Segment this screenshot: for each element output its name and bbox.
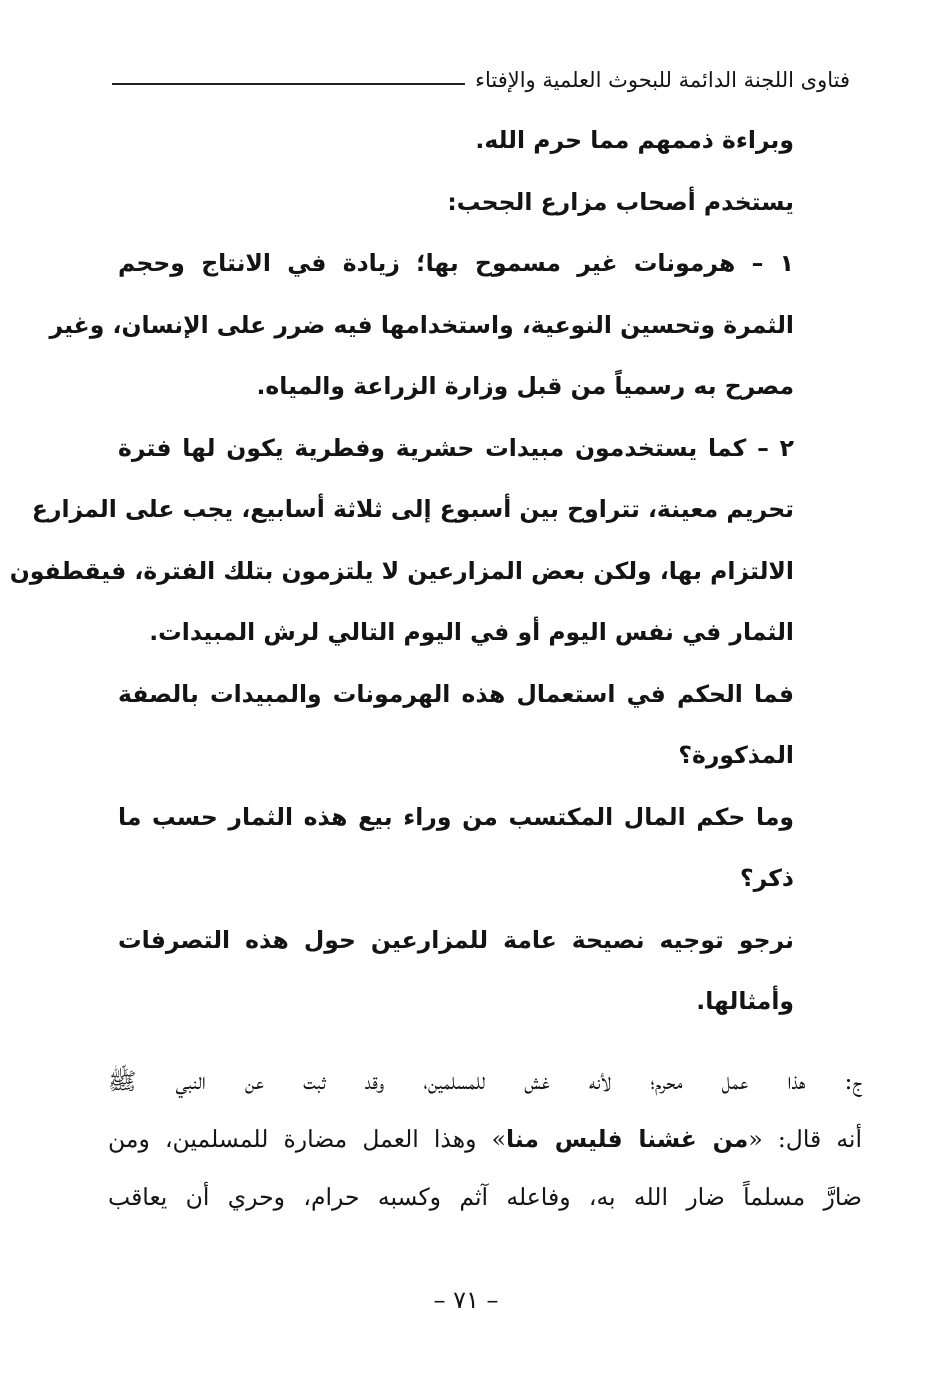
text-line: فما الحكم في استعمال هذه الهرمونات والمبيدات بالصفة (118, 679, 794, 708)
answer-segment: » وهذا العمل مضارة للمسلمين، ومن (108, 1125, 507, 1153)
answer-line: ضارَّ مسلماً ضار الله به، وفاعله آثم وكسبه حرام، وحري أن يعاقب (108, 1183, 862, 1211)
text-line: نرجو توجيه نصيحة عامة للمزارعين حول هذه التصرفات (118, 925, 794, 954)
text-line: الثمار في نفس اليوم أو في اليوم التالي لرش المبيدات. (149, 618, 794, 646)
answer-segment: أنه قال: « (748, 1125, 863, 1153)
text-line: ١ – هرمونات غير مسموح بها؛ زيادة في الانتاج وحجم (118, 249, 794, 277)
text-line: المذكورة؟ (678, 741, 794, 769)
text-line: مصرح به رسمياً من قبل وزارة الزراعة والمياه. (256, 372, 794, 400)
text-line: الالتزام بها، ولكن بعض المزارعين لا يلتزمون بتلك الفترة، فيقطفون (9, 556, 794, 585)
book-title: فتاوى اللجنة الدائمة للبحوث العلمية والإفتاء (475, 68, 850, 92)
hadith-quote: من غشنا فليس منا (506, 1125, 749, 1153)
running-header (112, 54, 850, 94)
text-line: ذكر؟ (740, 864, 794, 892)
text-line: تحريم معينة، تتراوح بين أسبوع إلى ثلاثة أسابيع، يجب على المزارع (31, 495, 794, 523)
answer-line: ج: هذا عمل محرم؛ لأنه غش للمسلمين، وقد ثبت عن النبي ﷺ (108, 1067, 862, 1095)
header-rule (112, 83, 465, 85)
page-number: – ٧١ – (433, 1286, 499, 1314)
answer-text (108, 1052, 862, 1226)
text-line: وأمثالها. (696, 987, 794, 1015)
question-text (9, 110, 794, 1033)
text-line: الثمرة وتحسين النوعية، واستخدامها فيه ضرر على الإنسان، وغير (49, 310, 794, 339)
text-line: ٢ – كما يستخدمون مبيدات حشرية وفطرية يكون لها فترة (118, 433, 794, 462)
text-line: وما حكم المال المكتسب من وراء بيع هذه الثمار حسب ما (118, 802, 794, 831)
answer-line (108, 1110, 862, 1168)
text-line: وبراءة ذممهم مما حرم الله. (475, 126, 794, 154)
text-line: يستخدم أصحاب مزارع الجحب: (447, 187, 794, 216)
